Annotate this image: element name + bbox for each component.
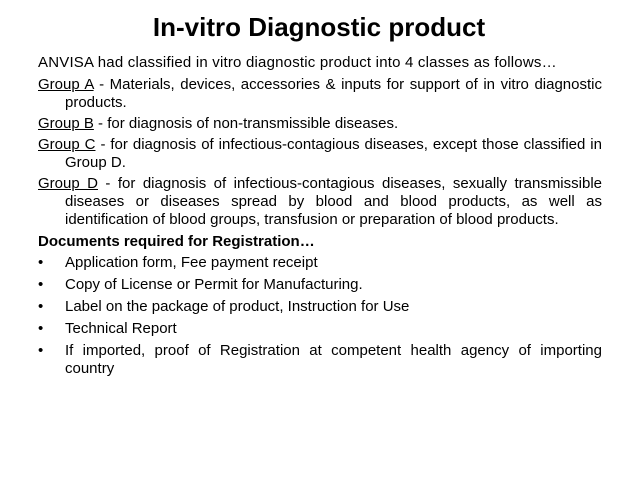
- slide-body: [38, 54, 602, 382]
- bullet-icon: •: [38, 298, 44, 315]
- bullet-icon: •: [38, 276, 44, 293]
- bullet-icon: •: [38, 320, 44, 337]
- group-b-label: Group B: [38, 115, 94, 132]
- document-item-text: Label on the package of product, Instruction for Use: [65, 298, 410, 315]
- group-d-label: Group D: [38, 175, 98, 192]
- documents-list: [38, 254, 602, 378]
- group-b-paragraph: [38, 115, 602, 133]
- group-d-text: - for diagnosis of infectious-contagious diseases, sexually transmissible diseases or diseases spread by blood and blood products, as well as identification of blood groups, transfusion or preparation of blood products.: [65, 175, 602, 228]
- group-c-paragraph: [38, 136, 602, 172]
- list-item: [38, 276, 602, 294]
- document-item-text: Application form, Fee payment receipt: [65, 254, 318, 271]
- slide-title: In-vitro Diagnostic product: [152, 12, 486, 42]
- group-b-text: - for diagnosis of non-transmissible diseases.: [93, 115, 399, 132]
- bullet-icon: •: [38, 254, 44, 271]
- group-c-label: Group C: [38, 136, 96, 153]
- group-c-text: - for diagnosis of infectious-contagious diseases, except those classified in Group D.: [65, 136, 602, 171]
- list-item: [38, 298, 602, 316]
- list-item: [38, 342, 602, 378]
- group-d-paragraph: [38, 175, 602, 229]
- group-a-paragraph: [38, 76, 602, 112]
- document-item-text: Copy of License or Permit for Manufacturing.: [65, 276, 363, 293]
- intro-paragraph: ANVISA had classified in vitro diagnostic product into 4 classes as follows…: [38, 54, 557, 71]
- document-item-text: Technical Report: [65, 320, 177, 337]
- list-item: [38, 254, 602, 272]
- document-item-text: If imported, proof of Registration at competent health agency of importing country: [65, 342, 602, 377]
- bullet-icon: •: [38, 342, 44, 359]
- group-a-label: Group A: [38, 76, 94, 93]
- group-a-text: - Materials, devices, accessories & inputs for support of in vitro diagnostic products.: [65, 76, 602, 111]
- list-item: [38, 320, 602, 338]
- documents-heading: Documents required for Registration…: [38, 233, 315, 250]
